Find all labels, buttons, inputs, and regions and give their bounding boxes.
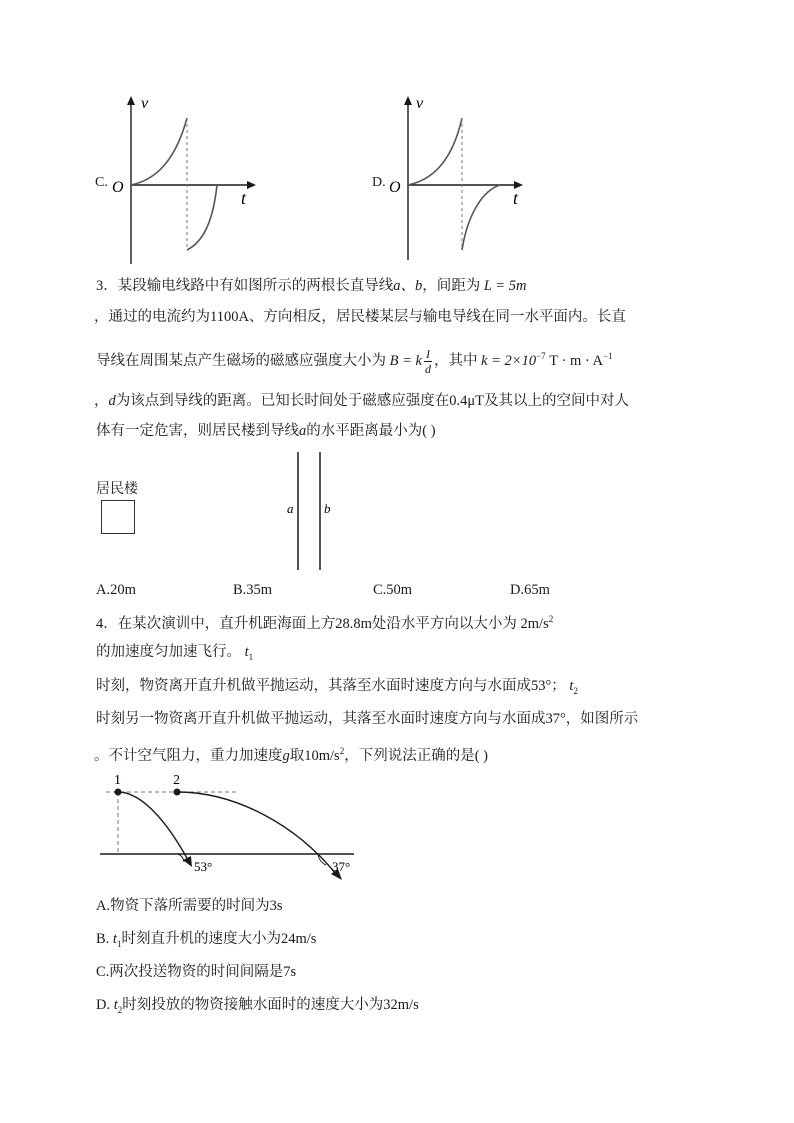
label-1: 1 xyxy=(114,773,121,788)
building-box xyxy=(101,500,135,534)
q4-option-b: B. $t_1$时刻直升机的速度大小为24m/s xyxy=(96,931,317,949)
building-label: 居民楼 xyxy=(96,482,138,497)
q4-option-d: D. $t_2$时刻投放的物资接触水面时的速度大小为32m/s xyxy=(96,997,419,1015)
q3-option-b: B.35m xyxy=(233,582,273,598)
angle-arc-1 xyxy=(178,854,184,862)
wire-b-label: b xyxy=(324,501,331,516)
graph-c-x-arrow xyxy=(247,181,256,189)
graph-c-curve-rise xyxy=(131,118,187,185)
graph-d-origin-label: O xyxy=(389,179,401,196)
q4-line-5: 。不计空气阻力，重力加速度g取$10m/s^2$，下列说法正确的是( ) xyxy=(94,746,488,764)
wire-figure xyxy=(280,450,340,572)
q4-line-4: 时刻另一物资离开直升机做平抛运动，其落至水面时速度方向与水面成37°，如图所示 xyxy=(96,711,639,727)
option-d-label: D. xyxy=(372,175,386,190)
q4-line-3: 时刻，物资离开直升机做平抛运动，其落至水面时速度方向与水面成53°； $t_2$ xyxy=(96,678,578,696)
q3-line-4: ，d为该点到导线的距离。已知长时间处于磁感应强度在0.4μT及其以上的空间中对人 xyxy=(94,393,630,409)
projectile-figure xyxy=(96,770,376,885)
q3-option-a: A.20m xyxy=(96,582,136,598)
graph-c-y-arrow xyxy=(127,96,135,105)
graph-d-t-label: t xyxy=(513,188,519,208)
angle-label-1: 53° xyxy=(194,859,213,874)
q3-line-3: 导线在周围某点产生磁场的磁感应强度大小为 B = k $\frac{I}{d}$ ，其中 $k = 2\times 10^{-7}$ $T \cdot m \cdot A^{-1}$ xyxy=(96,347,613,376)
graph-c-curve-fall xyxy=(187,185,217,250)
option-c-label: C. xyxy=(95,175,108,190)
q4-option-c: C.两次投送物资的时间间隔是7s xyxy=(96,964,297,980)
q3-fraction: $\frac{I}{d}$ xyxy=(424,347,431,376)
q3-line-2: ，通过的电流约为1100A、方向相反，居民楼某层与输电导线在同一水平面内。长直 xyxy=(94,309,626,325)
wire-a-label: a xyxy=(287,501,294,516)
graph-c-v-label: v xyxy=(141,95,149,112)
graph-d-curve-rise xyxy=(408,118,462,185)
q3-line-5: 体有一定危害，则居民楼到导线a的水平距离最小为( ) xyxy=(96,423,436,439)
graph-d-curve-fall xyxy=(462,185,500,250)
q4-line-2: 的加速度匀加速飞行。 $t_1$ xyxy=(96,644,254,662)
graph-c-t-label: t xyxy=(241,188,247,208)
graph-d-y-arrow xyxy=(404,96,412,105)
angle-label-2: 37° xyxy=(332,859,351,874)
q4-line-1: 4．在某次演训中，直升机距海面上方28.8m处沿水平方向以大小为 $2m/s^2$ xyxy=(96,614,554,632)
label-2: 2 xyxy=(173,773,180,788)
q4-option-a: A.物资下落所需要的时间为3s xyxy=(96,898,283,914)
q3-option-d: D.65m xyxy=(510,582,550,598)
graph-d-v-label: v xyxy=(416,95,424,112)
trajectory-1 xyxy=(118,792,188,860)
graph-d xyxy=(372,92,542,267)
graph-c-origin-label: O xyxy=(112,179,124,196)
q3-option-c: C.50m xyxy=(373,582,413,598)
graph-c xyxy=(95,92,265,267)
q3-line-1: 3．某段输电线路中有如图所示的两根长直导线a、b，间距为 L = 5m xyxy=(96,278,527,294)
